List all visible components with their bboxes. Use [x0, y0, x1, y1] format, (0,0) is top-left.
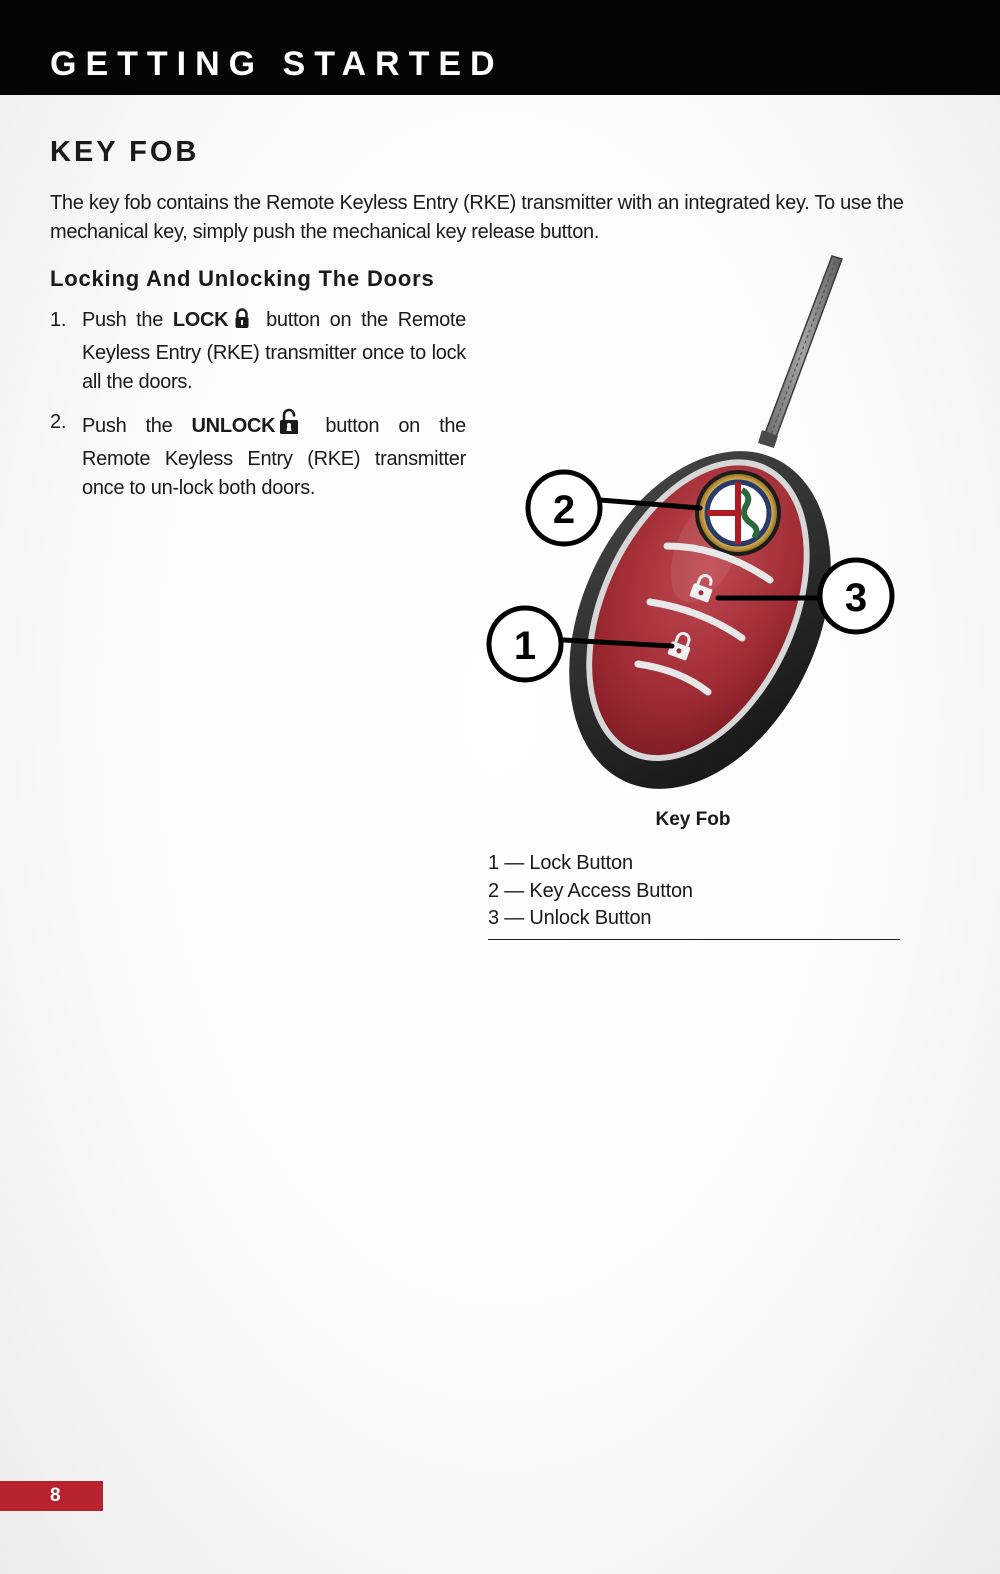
- legend-item: 1 — Lock Button: [488, 852, 633, 874]
- lock-icon: [234, 308, 250, 339]
- legend-item: 3 — Unlock Button: [488, 907, 652, 929]
- step-number: 1.: [50, 309, 67, 331]
- unlock-icon: [278, 408, 300, 445]
- section-title: KEY FOB: [50, 136, 200, 168]
- header-title: GETTING STARTED: [50, 45, 504, 83]
- alfa-badge: [695, 470, 781, 556]
- figure-caption: Key Fob: [655, 809, 731, 830]
- callout-2: [528, 472, 600, 544]
- step-text-pre: Push the: [82, 415, 192, 437]
- callout-1-label: 1: [513, 624, 537, 668]
- step-number: 2.: [50, 411, 67, 433]
- callout-3: [820, 560, 892, 632]
- callout-2-label: 2: [552, 488, 576, 532]
- legend-item: 2 — Key Access Button: [488, 879, 693, 902]
- step-keyword-lock: LOCK: [172, 309, 229, 331]
- step-text-post: button on the Remote Keyless Entry (RKE) transmitter once to lock all the doors.: [82, 309, 466, 393]
- callout-3-label: 3: [844, 576, 868, 620]
- step-lock: [50, 306, 466, 397]
- figure-legend: [488, 850, 900, 940]
- step-unlock: [50, 408, 466, 503]
- callout-1: [489, 608, 561, 680]
- page-number: 8: [50, 1485, 61, 1506]
- step-text-pre: Push the: [82, 309, 173, 331]
- step-text-post: button on the Remote Keyless Entry (RKE) transmitter once to un-lock both doors.: [82, 415, 466, 499]
- steps-list: [50, 306, 466, 514]
- key-fob-illustration: [480, 250, 900, 810]
- step-keyword-unlock: UNLOCK: [191, 415, 276, 437]
- locking-subtitle: Locking And Unlocking The Doors: [50, 266, 435, 291]
- key-fob-figure: [480, 250, 900, 810]
- intro-paragraph: The key fob contains the Remote Keyless Entry (RKE) transmitter with an integrated key. To use the mechanical key, simply push the mechanical key release button.: [50, 192, 904, 243]
- key-blade: [758, 256, 842, 448]
